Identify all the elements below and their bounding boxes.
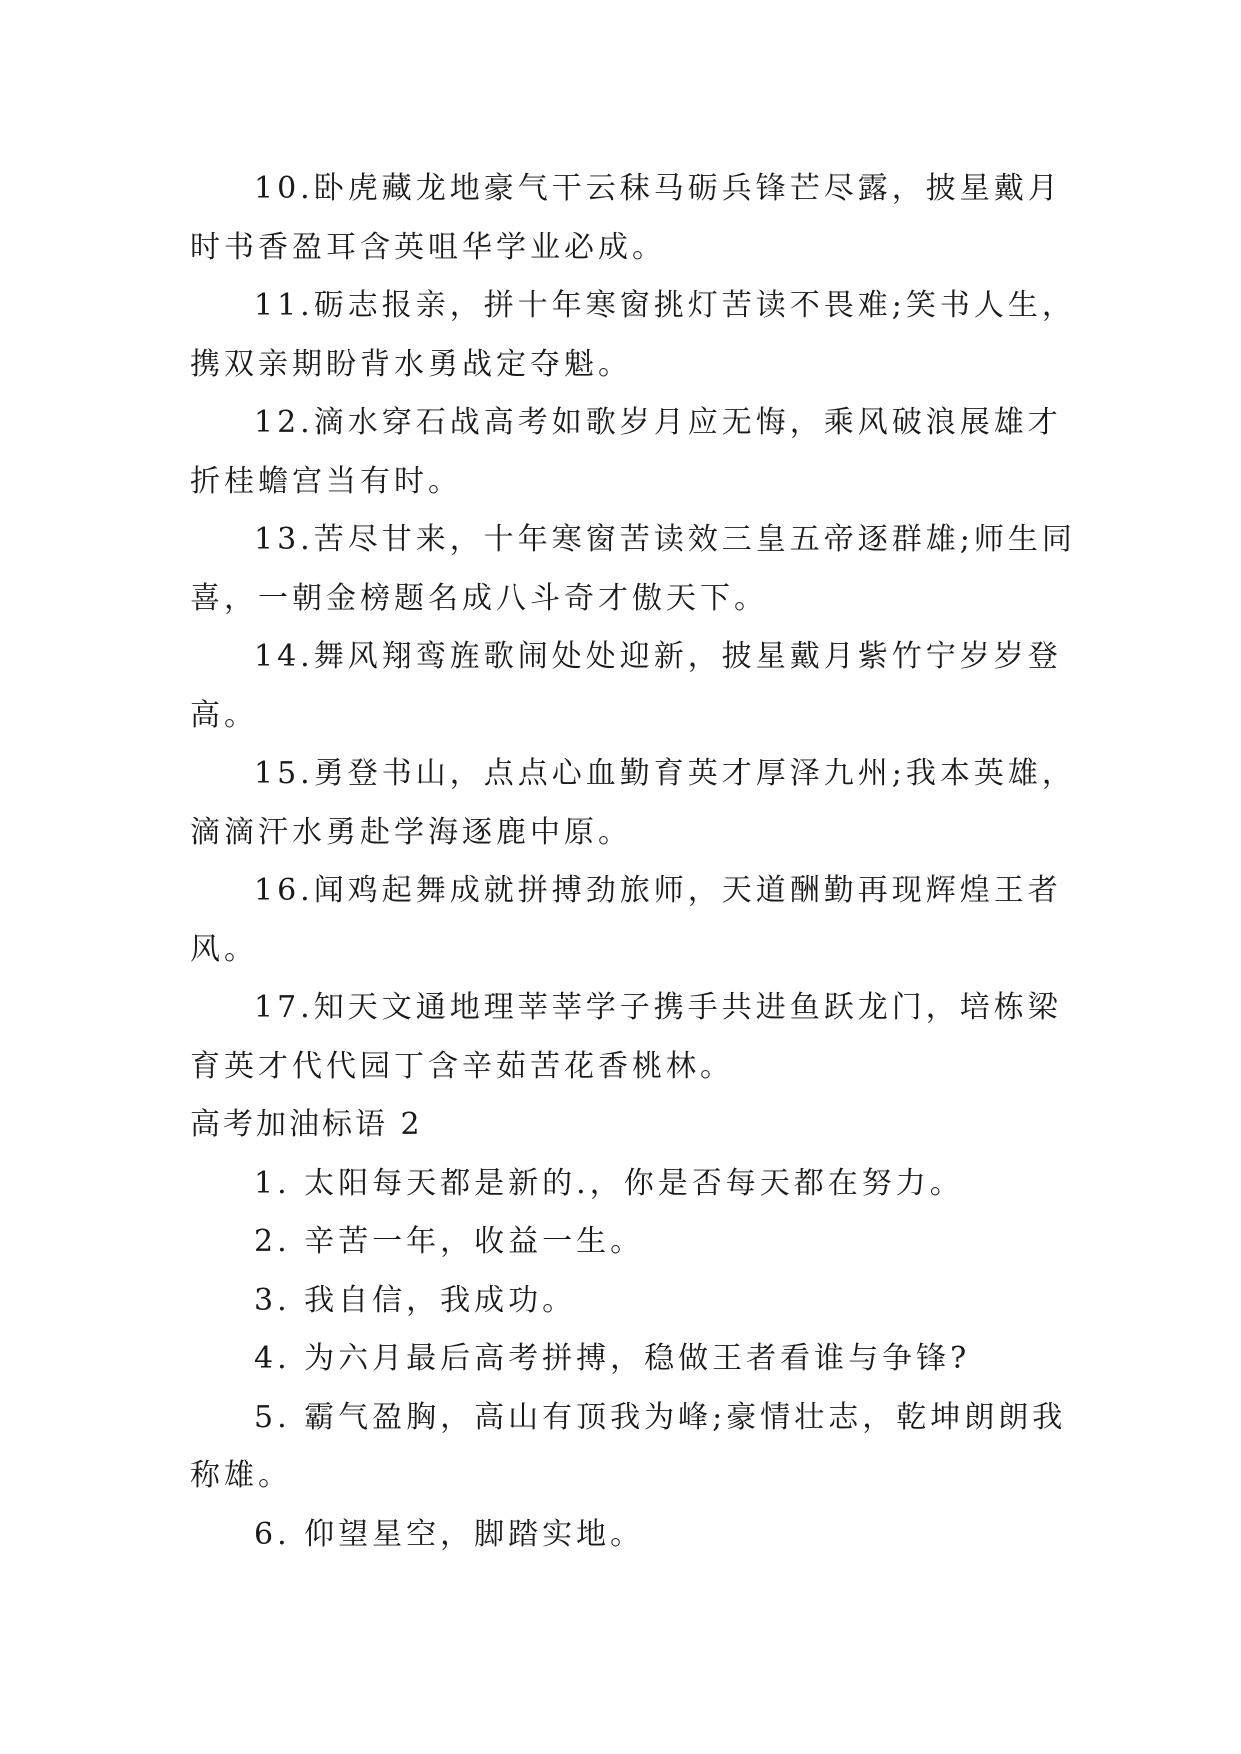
text-line: 10.卧虎藏龙地豪气干云秣马砺兵锋芒尽露，披星戴月 (254, 171, 1062, 206)
text-line: 11.砺志报亲，拼十年寒窗挑灯苦读不畏难;笑书人生， (254, 288, 1076, 323)
document-body (190, 160, 1076, 1564)
text-line: 3. 我自信，我成功。 (254, 1282, 577, 1318)
text-line: 喜，一朝金榜题名成八斗奇才傲天下。 (190, 580, 768, 616)
text-line: 4. 为六月最后高考拼搏，稳做王者看谁与争锋? (254, 1341, 971, 1376)
text-line: 高。 (190, 697, 258, 733)
text-line: 风。 (190, 931, 258, 967)
section-heading: 高考加油标语 2 (190, 1107, 423, 1142)
text-line: 5. 霸气盈胸，高山有顶我为峰;豪情壮志，乾坤朗朗我 (254, 1399, 1067, 1435)
text-line: 滴滴汗水勇赴学海逐鹿中原。 (190, 814, 632, 850)
text-line: 育英才代代园丁含辛茹苦花香桃林。 (190, 1048, 734, 1084)
text-line: 15.勇登书山，点点心血勤育英才厚泽九州;我本英雄， (254, 756, 1076, 791)
text-line: 称雄。 (190, 1458, 292, 1493)
text-line: 12.滴水穿石战高考如歌岁月应无悔，乘风破浪展雄才 (254, 405, 1062, 440)
text-line: 2. 辛苦一年，收益一生。 (254, 1224, 645, 1259)
text-line: 时书香盈耳含英咀华学业必成。 (190, 229, 666, 265)
text-line: 13.苦尽甘来，十年寒窗苦读效三皇五帝逐群雄;师生同 (254, 522, 1076, 557)
text-line: 携双亲期盼背水勇战定夺魁。 (190, 346, 632, 382)
text-line: 折桂蟾宫当有时。 (190, 463, 462, 499)
text-line: 6. 仰望星空，脚踏实地。 (254, 1516, 645, 1552)
text-line: 17.知天文通地理莘莘学子携手共进鱼跃龙门，培栋梁 (254, 990, 1062, 1025)
text-line: 16.闻鸡起舞成就拼搏劲旅师，天道酬勤再现辉煌王者 (254, 873, 1062, 908)
text-line: 14.舞风翔鸾旌歌闹处处迎新，披星戴月紫竹宁岁岁登 (254, 639, 1062, 674)
text-line: 1. 太阳每天都是新的.，你是否每天都在努力。 (254, 1165, 964, 1201)
